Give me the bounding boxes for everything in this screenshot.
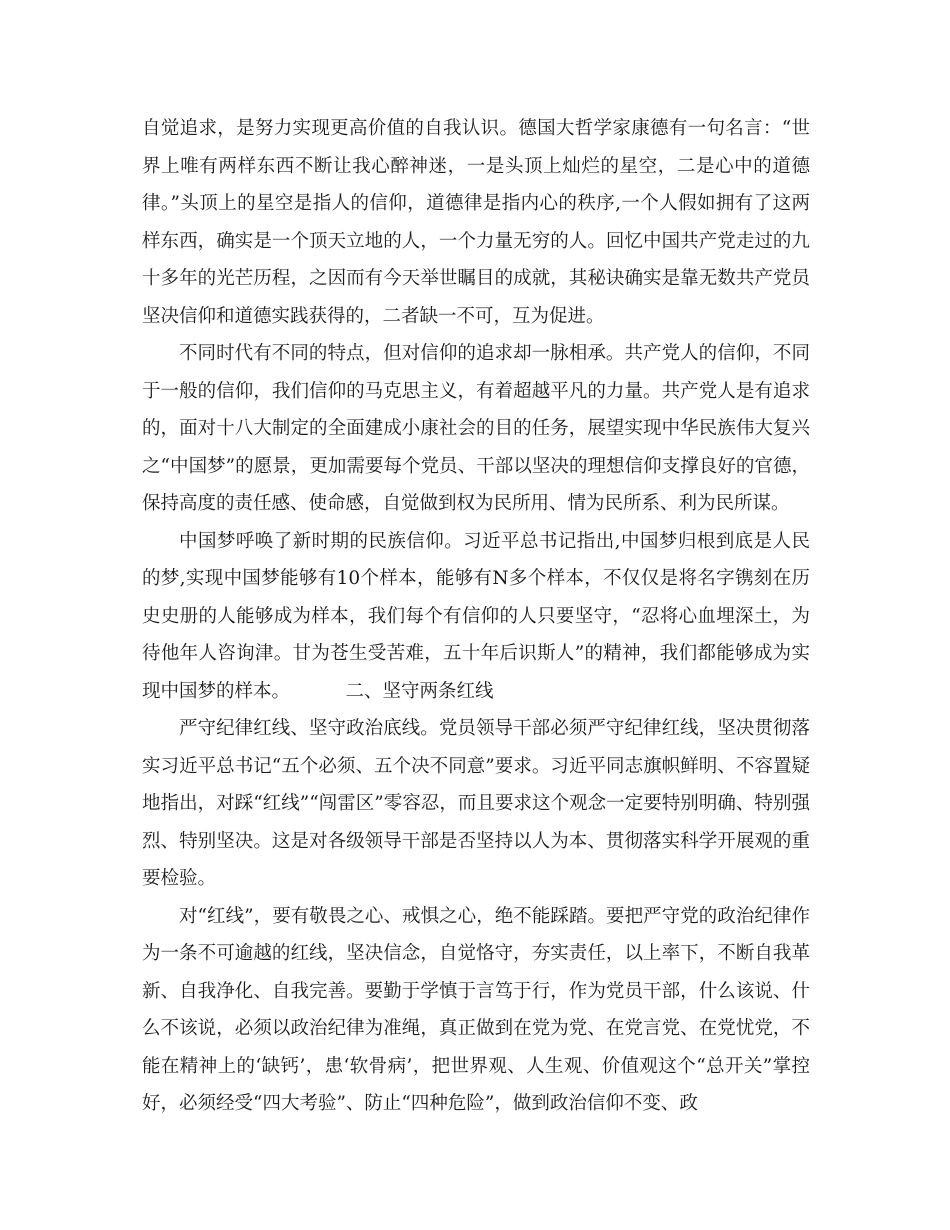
paragraph-5: 对“红线”，要有敬畏之心、戒惧之心，绝不能踩踏。要把严守党的政治纪律作为一条不可逾越的红线，坚决信念，自觉恪守，夯实责任，以上率下，不断自我革新、自我净化、自我完善。要勤于学慎于言笃于行，作为党员干部，什么该说、什么不该说，必须以政治纪律为准绳，真正做到在党为党、在党言党、在党忧党，不能在精神上的‘缺钙’，患‘软骨病’，把世界观、人生观、价值观这个“总开关”掌控好，必须经受“四大考验”、防止“四种危险”，做到政治信仰不变、政 <box>142 905 810 1114</box>
paragraph-3 <box>142 523 810 711</box>
document-page <box>142 110 810 1123</box>
paragraph-1: 自觉追求，是努力实现更高价值的自我认识。德国大哲学家康德有一句名言：“世界上唯有两样东西不断让我心醉神迷，一是头顶上灿烂的星空，二是心中的道德律。”头顶上的星空是指人的信仰，道德律是指内心的秩序,一个人假如拥有了这两样东西，确实是一个顶天立地的人，一个力量无穷的人。回忆中国共产党走过的九十多年的光芒历程，之因而有今天举世瞩目的成就，其秘诀确实是靠无数共产党员坚决信仰和道德实践获得的，二者缺一不可，互为促进。 <box>142 118 810 327</box>
section-heading: 二、坚守两条红线 <box>345 680 494 702</box>
paragraph-4: 严守纪律红线、坚守政治底线。党员领导干部必须严守纪律红线，坚决贯彻落实习近平总书记“五个必须、五个决不同意”要求。习近平同志旗帜鲜明、不容置疑地指出，对踩“红线”“闯雷区”零容忍，而且要求这个观念一定要特别明确、特别强烈、特别坚决。这是对各级领导干部是否坚持以人为本、贯彻落实科学开展观的重要检验。 <box>142 718 810 889</box>
paragraph-3-text: 中国梦呼唤了新时期的民族信仰。习近平总书记指出,中国梦归根到底是人民的梦,实现中国梦能够有10个样本，能够有N多个样本，不仅仅是将名字镌刻在历史史册的人能够成为样本，我们每个有信仰的人只要坚守，“忍将心血埋深土，为待他年人咨询津。甘为苍生受苦难，五十年后识斯人”的精神，我们都能够成为实现中国梦的样本。 <box>142 530 810 702</box>
paragraph-2: 不同时代有不同的特点，但对信仰的追求却一脉相承。共产党人的信仰，不同于一般的信仰，我们信仰的马克思主义，有着超越平凡的力量。共产党人是有追求的，面对十八大制定的全面建成小康社会的目的任务，展望实现中华民族伟大复兴之“中国梦”的愿景，更加需要每个党员、干部以坚决的理想信仰支撑良好的官德，保持高度的责任感、使命感，自觉做到权为民所用、情为民所系、利为民所谋。 <box>142 343 810 514</box>
